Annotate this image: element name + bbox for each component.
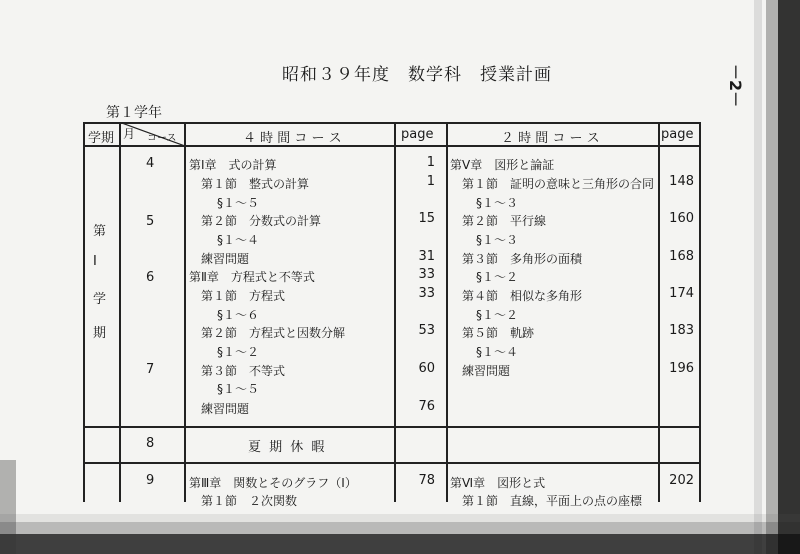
right-page-number: 196 bbox=[669, 361, 694, 376]
month-cell: 5 bbox=[146, 214, 155, 229]
month-cell: 7 bbox=[146, 362, 155, 377]
header-month: 月 bbox=[123, 127, 136, 141]
right-row-text: §１～３ bbox=[476, 196, 519, 210]
right-row-text: 第４節 相似な多角形 bbox=[462, 289, 583, 303]
right-row-text: §１～２ bbox=[476, 270, 519, 284]
right-row-text: 第１節 直線，平面上の点の座標 bbox=[462, 494, 643, 508]
left-row-text: 第３節 不等式 bbox=[201, 364, 286, 378]
right-page-number: 148 bbox=[669, 174, 694, 189]
right-page-number: 183 bbox=[669, 323, 694, 338]
page-number: －2－ bbox=[726, 64, 745, 108]
summer-break-label: 夏 期 休 暇 bbox=[248, 440, 327, 455]
right-page-number: 202 bbox=[669, 473, 694, 488]
month-cell: 8 bbox=[146, 436, 155, 451]
right-row-text: 第５節 軌跡 bbox=[462, 326, 535, 340]
left-row-text: §１～６ bbox=[217, 308, 260, 322]
left-row-text: §１～４ bbox=[217, 233, 260, 247]
left-page-number: 76 bbox=[418, 399, 435, 414]
month-cell: 4 bbox=[146, 156, 155, 171]
semester-char: 期 bbox=[93, 326, 107, 341]
left-row-text: 第２節 分数式の計算 bbox=[201, 214, 322, 228]
semester-char: 学 bbox=[93, 292, 107, 307]
left-row-text: 第Ⅰ章 式の計算 bbox=[189, 158, 277, 172]
left-row-text: 第１節 方程式 bbox=[201, 289, 286, 303]
grade-label: 第１学年 bbox=[106, 105, 162, 121]
right-row-text: 第１節 証明の意味と三角形の合同 bbox=[462, 177, 655, 191]
left-row-text: 第１節 整式の計算 bbox=[201, 177, 310, 191]
left-row-text: 第１節 ２次関数 bbox=[201, 494, 298, 508]
right-row-text: 第Ⅵ章 図形と式 bbox=[450, 476, 546, 490]
right-row-text: 練習問題 bbox=[462, 364, 511, 378]
left-page-number: 1 bbox=[426, 174, 435, 189]
left-page-number: 60 bbox=[418, 361, 435, 376]
left-page-number: 33 bbox=[418, 267, 435, 282]
left-row-text: 第Ⅲ章 関数とそのグラフ（Ⅰ） bbox=[189, 476, 357, 490]
left-page-number: 53 bbox=[418, 323, 435, 338]
left-row-text: §１～５ bbox=[217, 196, 260, 210]
scan-noise-bottom bbox=[0, 512, 800, 554]
left-row-text: 練習問題 bbox=[201, 252, 250, 266]
left-page-number: 1 bbox=[426, 155, 435, 170]
header-course: コース bbox=[147, 133, 177, 144]
header-page-left: page bbox=[401, 127, 434, 142]
month-cell: 6 bbox=[146, 270, 155, 285]
left-row-text: §１～２ bbox=[217, 345, 260, 359]
scan-noise-right bbox=[740, 0, 800, 554]
document-title: 昭和３９年度 数学科 授業計画 bbox=[282, 65, 552, 85]
header-2h-course: ２ 時 間 コ ー ス bbox=[501, 131, 600, 146]
right-row-text: 第Ⅴ章 図形と論証 bbox=[450, 158, 555, 172]
left-page-number: 15 bbox=[418, 211, 435, 226]
month-cell: 9 bbox=[146, 473, 155, 488]
lesson-plan-table bbox=[83, 122, 700, 508]
right-page-number: 160 bbox=[669, 211, 694, 226]
right-row-text: §１～２ bbox=[476, 308, 519, 322]
header-term: 学期 bbox=[88, 131, 115, 146]
left-row-text: 第２節 方程式と因数分解 bbox=[201, 326, 346, 340]
right-row-text: §１～４ bbox=[476, 345, 519, 359]
semester-char: Ⅰ bbox=[93, 254, 97, 269]
left-row-text: §１～５ bbox=[217, 382, 260, 396]
semester-char: 第 bbox=[93, 224, 107, 239]
right-row-text: §１～３ bbox=[476, 233, 519, 247]
left-row-text: 第Ⅱ章 方程式と不等式 bbox=[189, 270, 315, 284]
right-page-number: 174 bbox=[669, 286, 694, 301]
right-page-number: 168 bbox=[669, 249, 694, 264]
scan-noise-left bbox=[0, 460, 40, 554]
right-row-text: 第２節 平行線 bbox=[462, 214, 547, 228]
left-page-number: 33 bbox=[418, 286, 435, 301]
header-page-right: page bbox=[661, 127, 694, 142]
left-row-text: 練習問題 bbox=[201, 402, 250, 416]
left-page-number: 78 bbox=[418, 473, 435, 488]
header-4h-course: ４ 時 間 コ ー ス bbox=[243, 131, 342, 146]
left-page-number: 31 bbox=[418, 249, 435, 264]
right-row-text: 第３節 多角形の面積 bbox=[462, 252, 583, 266]
